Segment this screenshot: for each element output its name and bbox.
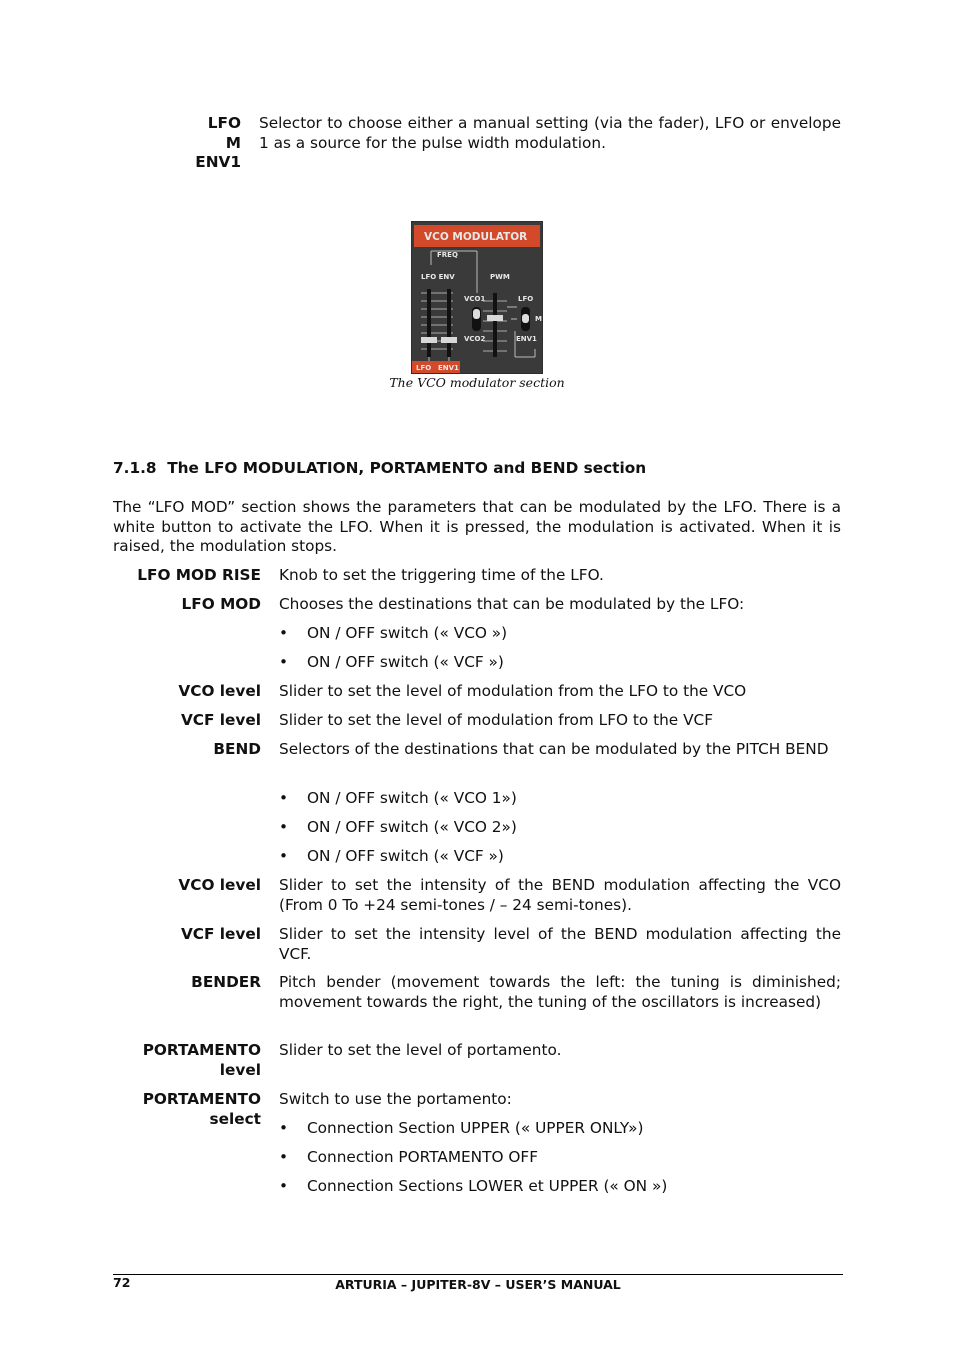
desc-portamento-select: Switch to use the portamento: [279, 1090, 512, 1108]
panel-label-vco1: VCO1 [464, 295, 486, 303]
panel-label-lfo-env: LFO ENV [421, 273, 455, 281]
term-bender: BENDER [191, 973, 261, 991]
env-fader-cap[interactable] [441, 337, 457, 343]
bullet-dot: • [279, 1177, 289, 1195]
panel-label-pwm: PWM [490, 273, 510, 281]
section-heading: 7.1.8 The LFO MODULATION, PORTAMENTO and BEND section [113, 459, 647, 477]
page-number: 72 [113, 1275, 131, 1290]
desc-bend-vco-level: Slider to set the intensity of the BEND modulation affecting the VCO (From 0 To +24 semi-tones / – 24 semi-tones). [279, 876, 841, 914]
footer-title: ARTURIA – JUPITER-8V – USER’S MANUAL [335, 1277, 621, 1292]
term-lfo-mod-rise: LFO MOD RISE [137, 566, 261, 584]
desc-lfo-m-env1: Selector to choose either a manual setting (via the fader), LFO or envelope 1 as a source for the pulse width modulation. [259, 114, 841, 152]
bullet-dot: • [279, 818, 289, 836]
desc-bender: Pitch bender (movement towards the left: the tuning is diminished; movement towards the right, the tuning of the oscillators is increased) [279, 973, 841, 1011]
vco-select-switch[interactable] [473, 309, 480, 319]
pwm-source-switch[interactable] [522, 314, 529, 323]
bullet-dot: • [279, 624, 289, 642]
term-line-env1: ENV1 [195, 153, 241, 172]
term-line-lfo: LFO [207, 114, 241, 132]
list-item-text: Connection Section UPPER (« UPPER ONLY») [307, 1119, 644, 1137]
vco-modulator-figure [411, 221, 543, 374]
panel-bottom-env1: ENV1 [438, 364, 459, 372]
vco-modulator-panel-image [411, 221, 543, 374]
desc-lfo-mod-rise: Knob to set the triggering time of the LFO. [279, 566, 604, 584]
panel-label-m: M [535, 315, 542, 323]
term-line-m: M [225, 133, 241, 152]
list-item-text: Connection Sections LOWER et UPPER (« ON ») [307, 1177, 668, 1195]
list-item-text: ON / OFF switch (« VCO 1») [307, 789, 517, 807]
term-lfo-m-env1 [150, 114, 241, 173]
term-vcf-level: VCF level [180, 711, 261, 729]
panel-label-vco2: VCO2 [464, 335, 486, 343]
footer-rule [113, 1274, 843, 1275]
term-portamento-select [100, 1090, 261, 1129]
bullet-dot: • [279, 1119, 289, 1137]
bullet-dot: • [279, 1148, 289, 1166]
section-intro: The “LFO MOD” section shows the parameters that can be modulated by the LFO. There is a white button to activate the LFO. When it is pressed, the modulation is activated. When it is raised, the modulation stops. [113, 498, 841, 556]
list-item-text: ON / OFF switch (« VCF ») [307, 847, 504, 865]
bullet-dot: • [279, 653, 289, 671]
desc-portamento-level: Slider to set the level of portamento. [279, 1041, 562, 1059]
term-bend: BEND [213, 740, 261, 758]
term-portamento-level [100, 1041, 261, 1080]
desc-bend: Selectors of the destinations that can be modulated by the PITCH BEND [279, 740, 829, 758]
panel-label-env1: ENV1 [516, 335, 537, 343]
desc-vcf-level: Slider to set the level of modulation from LFO to the VCF [279, 711, 714, 729]
term-line: level [219, 1060, 261, 1079]
term-bend-vcf-level: VCF level [180, 925, 261, 943]
desc-lfo-mod: Chooses the destinations that can be modulated by the LFO: [279, 595, 745, 613]
term-bend-vco-level: VCO level [178, 876, 261, 894]
term-line: PORTAMENTO [142, 1090, 261, 1108]
list-item-text: ON / OFF switch (« VCO ») [307, 624, 508, 642]
list-item-text: Connection PORTAMENTO OFF [307, 1148, 539, 1166]
term-vco-level: VCO level [178, 682, 261, 700]
desc-vco-level: Slider to set the level of modulation from the LFO to the VCO [279, 682, 747, 700]
bullet-dot: • [279, 789, 289, 807]
list-item-text: ON / OFF switch (« VCO 2») [307, 818, 517, 836]
panel-label-freq: FREQ [437, 251, 458, 259]
term-line: select [209, 1109, 261, 1128]
list-item-text: ON / OFF switch (« VCF ») [307, 653, 504, 671]
panel-bottom-lfo: LFO [416, 364, 432, 372]
panel-label-lfo: LFO [518, 295, 534, 303]
lfo-fader-cap[interactable] [421, 337, 437, 343]
desc-bend-vcf-level: Slider to set the intensity level of the BEND modulation affecting the VCF. [279, 925, 841, 963]
term-line: PORTAMENTO [142, 1041, 261, 1059]
term-lfo-mod: LFO MOD [181, 595, 261, 613]
bullet-dot: • [279, 847, 289, 865]
panel-title: VCO MODULATOR [424, 231, 528, 243]
figure-caption: The VCO modulator section [389, 375, 565, 390]
pwm-fader-cap[interactable] [487, 315, 503, 321]
